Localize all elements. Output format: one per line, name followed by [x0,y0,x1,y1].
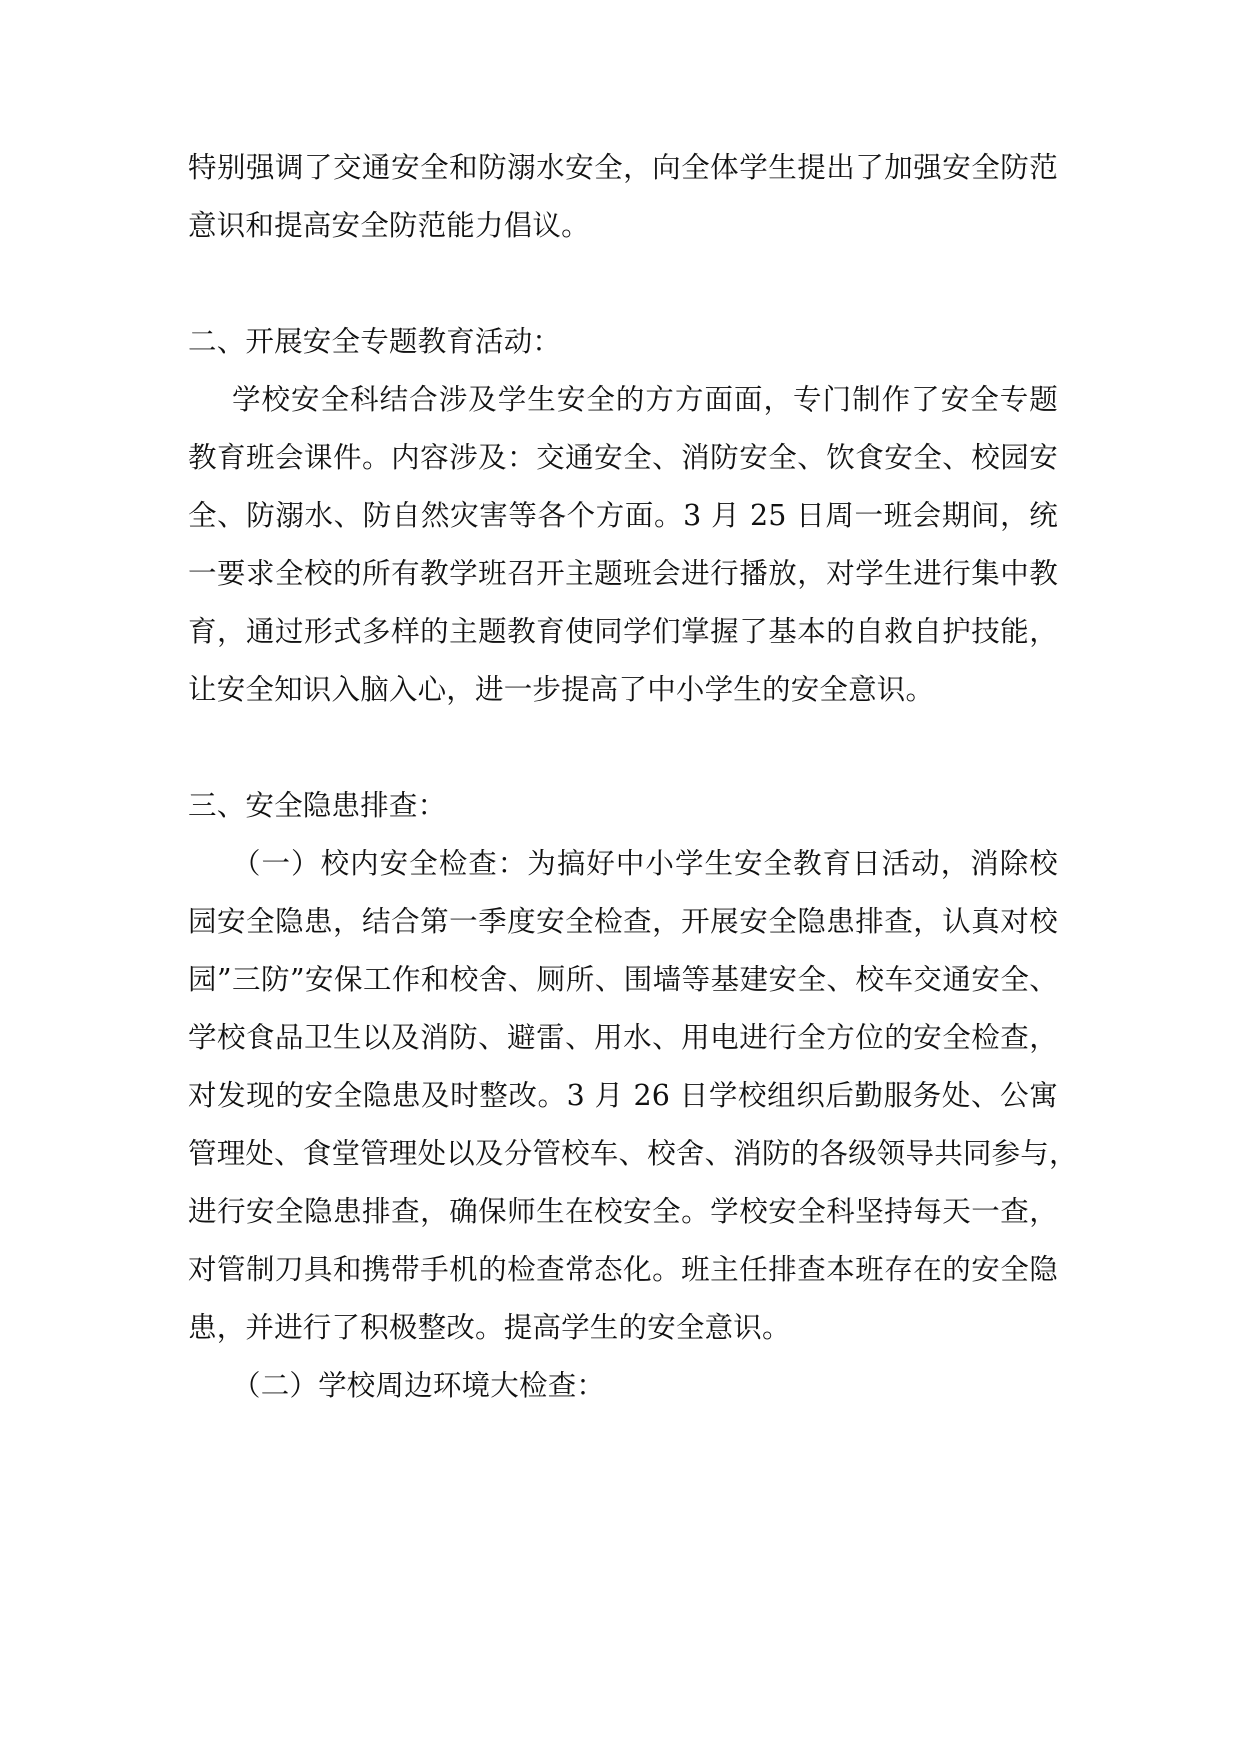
paragraph-line: 进行安全隐患排查，确保师生在校安全。学校安全科坚持每天一查， [188,1195,1058,1228]
section-heading: 二、开展安全专题教育活动： [188,325,562,358]
paragraph-line: 特别强调了交通安全和防溺水安全，向全体学生提出了加强安全防范 [188,151,1058,184]
paragraph-line: 育，通过形式多样的主题教育使同学们掌握了基本的自救自护技能， [188,615,1058,648]
paragraph-line: 对管制刀具和携带手机的检查常态化。班主任排查本班存在的安全隐 [188,1253,1058,1286]
paragraph-line: 学校食品卫生以及消防、避雷、用水、用电进行全方位的安全检查， [188,1021,1058,1054]
paragraph-line: 园安全隐患，结合第一季度安全检查，开展安全隐患排查，认真对校 [188,905,1058,938]
paragraph-line: 意识和提高安全防范能力倡议。 [188,209,590,242]
paragraph-line: 一要求全校的所有教学班召开主题班会进行播放，对学生进行集中教 [188,557,1058,590]
paragraph-line: 患，并进行了积极整改。提高学生的安全意识。 [188,1311,791,1344]
paragraph-line: 管理处、食堂管理处以及分管校车、校舍、消防的各级领导共同参与， [188,1137,1078,1170]
subsection-heading: （二）学校周边环境大检查： [232,1369,606,1402]
paragraph-line: （一）校内安全检查：为搞好中小学生安全教育日活动，消除校 [232,847,1058,880]
section-heading: 三、安全隐患排查： [188,789,447,822]
paragraph-line: 全、防溺水、防自然灾害等各个方面。3 月 25 日周一班会期间，统 [188,499,1058,532]
paragraph-line: 园”三防”安保工作和校舍、厕所、围墙等基建安全、校车交通安全、 [188,963,1058,996]
paragraph-line: 学校安全科结合涉及学生安全的方方面面，专门制作了安全专题 [232,383,1058,416]
paragraph-line: 教育班会课件。内容涉及：交通安全、消防安全、饮食安全、校园安 [188,441,1058,474]
paragraph-line: 让安全知识入脑入心，进一步提高了中小学生的安全意识。 [188,673,935,706]
paragraph-line: 对发现的安全隐患及时整改。3 月 26 日学校组织后勤服务处、公寓 [188,1079,1058,1112]
